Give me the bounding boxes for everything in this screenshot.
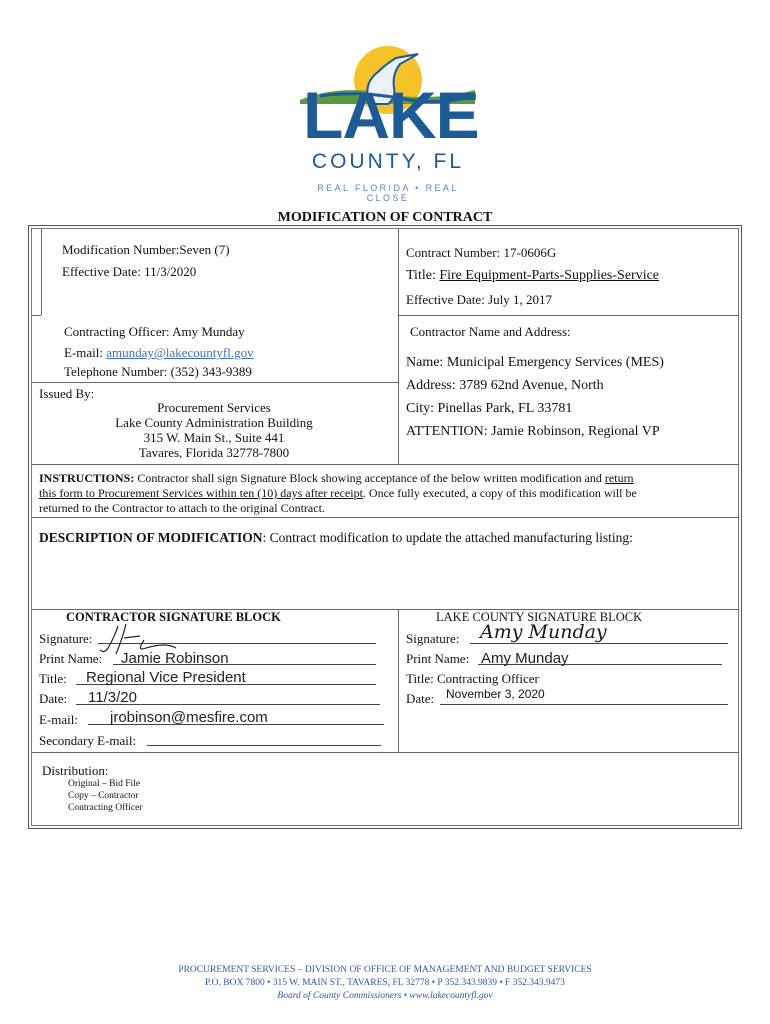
mod-effective-label: Effective Date: (62, 264, 141, 279)
divider-issued (31, 382, 398, 383)
contract-title (406, 268, 659, 284)
contractor-signature-heading: CONTRACTOR SIGNATURE BLOCK (66, 610, 281, 624)
officer-label: Contracting Officer: (64, 324, 170, 339)
county-signature-label: Signature: (406, 631, 460, 646)
contractor-name: Name: Municipal Emergency Services (MES) (406, 355, 664, 370)
county-title-value: Contracting Officer (436, 671, 539, 686)
county-date-line (440, 704, 728, 705)
divider-instructions (31, 464, 739, 465)
contractor-email-label: E-mail: (39, 712, 78, 727)
mod-box-left-edge (41, 228, 42, 315)
divider-mod-box-left (31, 315, 41, 316)
county-title-label (406, 671, 539, 687)
footer-division: PROCUREMENT SERVICES – DIVISION OF OFFICE OF MANAGEMENT AND BUDGET SERVICES (178, 965, 592, 975)
logo-tagline: REAL FLORIDA • REAL CLOSE (317, 183, 459, 203)
instructions-return: return (604, 471, 634, 485)
county-title-label-text: Title: (406, 671, 434, 686)
officer-name: Amy Munday (172, 324, 245, 339)
contractor-signature-label: Signature: (39, 631, 93, 646)
contractor-print-label: Print Name: (39, 651, 103, 666)
logo-county-text: COUNTY, FL (311, 150, 465, 173)
issued-by-address (100, 400, 328, 460)
county-signature-line (470, 643, 728, 644)
contractor-address: Address: 3789 62nd Avenue, North (406, 378, 604, 393)
contractor-date-value: 11/3/20 (88, 689, 137, 706)
issued-line: Tavares, Florida 32778-7800 (138, 445, 290, 460)
contract-effective-label: Effective Date: (406, 292, 485, 307)
contractor-city: City: Pinellas Park, FL 33781 (406, 401, 573, 416)
contractor-attention: ATTENTION: Jamie Robinson, Regional VP (406, 424, 660, 439)
distribution-item: Contracting Officer (68, 803, 143, 813)
instructions-part: Contractor shall sign Signature Block showing acceptance of the below written modification and (134, 471, 605, 485)
county-print-value: Amy Munday (481, 650, 569, 667)
instructions-deadline: this form to Procurement Services within ten (10) days after receipt (39, 486, 363, 500)
modification-effective-date (62, 264, 196, 280)
issued-line: Procurement Services (157, 400, 271, 415)
instructions-text (39, 471, 735, 516)
footer-address: P.O. BOX 7800 • 315 W. MAIN ST., TAVARES, FL 32778 • P 352.343.9839 • F 352.343.9473 (205, 978, 565, 988)
modification-number (62, 242, 230, 258)
officer-phone-value: (352) 343-9389 (170, 364, 252, 379)
officer-phone (64, 364, 252, 380)
distribution-list (68, 778, 142, 814)
footer-board: Board of County Commissioners • www.lakecountyfl.gov (277, 991, 493, 1001)
column-divider-signature (398, 609, 399, 752)
description-text: : Contract modification to update the attached manufacturing listing: (262, 530, 633, 545)
issued-line: Lake County Administration Building (115, 415, 313, 430)
contract-number-label: Contract Number: (406, 245, 501, 260)
modification-number-value: Seven (7) (179, 242, 230, 257)
description-label: DESCRIPTION OF MODIFICATION (39, 530, 263, 545)
divider-contract-box (398, 315, 739, 316)
contract-title-value: Fire Equipment-Parts-Supplies-Service (439, 268, 660, 283)
issued-line: 315 W. Main St., Suite 441 (143, 430, 285, 445)
contractor-secondary-email-line (147, 745, 381, 746)
mod-effective-value: 11/3/2020 (144, 264, 197, 279)
column-divider-top (398, 228, 399, 464)
contractor-date-label: Date: (39, 691, 68, 706)
instructions-part: . Once fully executed, a copy of this modification will be (362, 486, 637, 500)
document-title: MODIFICATION OF CONTRACT (277, 210, 493, 225)
divider-distribution (31, 752, 739, 753)
officer-email-link[interactable]: amunday@lakecountyfl.gov (106, 345, 254, 360)
county-handwritten-signature: Amy Munday (480, 621, 607, 643)
distribution-label: Distribution: (42, 763, 109, 778)
contract-number-value: 17-0606G (503, 245, 557, 260)
instructions-part: returned to the Contractor to attach to the original Contract. (39, 501, 325, 515)
description-of-modification (39, 530, 633, 546)
contractor-heading: Contractor Name and Address: (410, 324, 571, 339)
county-print-label: Print Name: (406, 651, 470, 666)
contractor-email-value: jrobinson@mesfire.com (110, 709, 268, 726)
officer-email (64, 345, 254, 361)
officer-phone-label: Telephone Number: (64, 364, 168, 379)
distribution-item: Original – Bid File (68, 779, 141, 789)
divider-description (31, 517, 739, 518)
issued-by-label: Issued By: (39, 386, 95, 401)
officer-email-label: E-mail: (64, 345, 103, 360)
form-inner-border (31, 228, 739, 826)
county-signature-heading: LAKE COUNTY SIGNATURE BLOCK (436, 610, 643, 624)
contract-title-label: Title: (406, 268, 436, 283)
contractor-title-label: Title: (39, 671, 67, 686)
contractor-title-value: Regional Vice President (86, 669, 246, 686)
county-date-value: November 3, 2020 (446, 687, 545, 701)
logo-wordmark: LAKE (303, 78, 479, 152)
contractor-print-value: Jamie Robinson (121, 650, 229, 667)
distribution-item: Copy – Contractor (68, 791, 139, 801)
county-date-label: Date: (406, 691, 435, 706)
contract-effective-date (406, 292, 552, 308)
contracting-officer (64, 324, 245, 340)
contract-effective-value: July 1, 2017 (488, 292, 552, 307)
instructions-label: INSTRUCTIONS: (39, 471, 135, 485)
modification-number-label: Modification Number: (62, 242, 180, 257)
contractor-secondary-email-label: Secondary E-mail: (39, 733, 137, 748)
contract-number (406, 245, 556, 261)
